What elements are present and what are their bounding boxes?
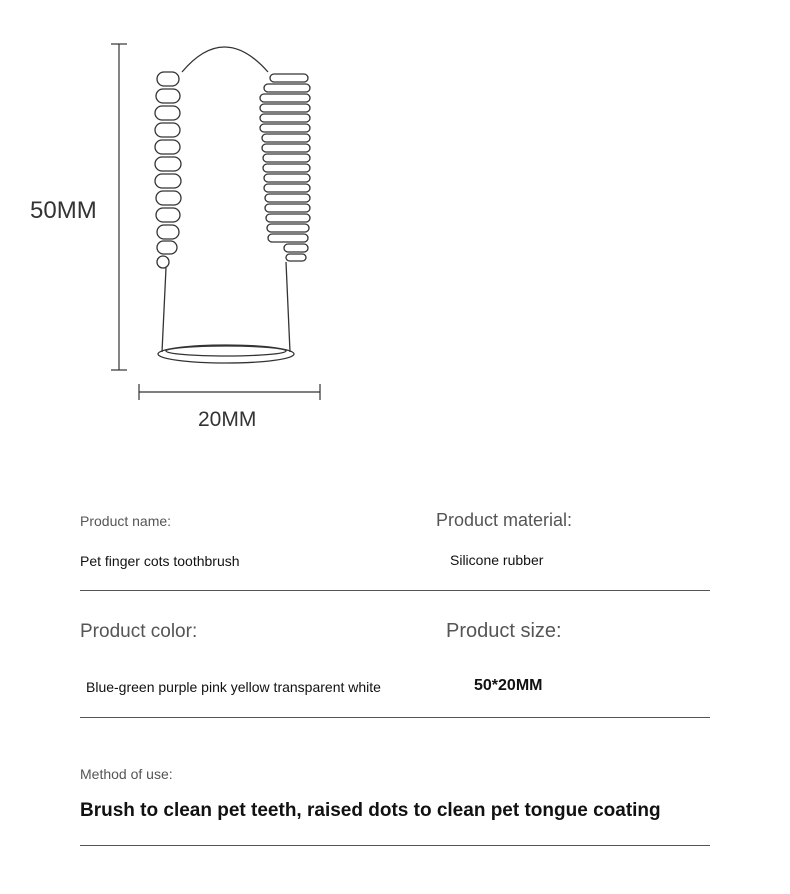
method-of-use-value: Brush to clean pet teeth, raised dots to clean pet tongue coating (80, 800, 661, 821)
product-material-label: Product material: (436, 510, 573, 530)
height-dimension-line (111, 44, 127, 370)
product-color-value: Blue-green purple pink yellow transparent white (86, 679, 381, 695)
product-color-label: Product color: (80, 621, 198, 642)
product-size-value: 50*20MM (474, 677, 543, 694)
width-dimension-line (139, 384, 320, 400)
width-label: 20MM (198, 408, 257, 431)
product-material-value: Silicone rubber (450, 552, 544, 568)
finger-toothbrush-icon (155, 47, 310, 363)
method-of-use-label: Method of use: (80, 766, 173, 782)
divider-2 (80, 717, 710, 718)
divider-1 (80, 590, 710, 591)
product-name-value: Pet finger cots toothbrush (80, 553, 240, 569)
height-label: 50MM (30, 197, 97, 224)
product-name-label: Product name: (80, 513, 172, 529)
product-size-label: Product size: (446, 620, 562, 642)
divider-3 (80, 845, 710, 846)
